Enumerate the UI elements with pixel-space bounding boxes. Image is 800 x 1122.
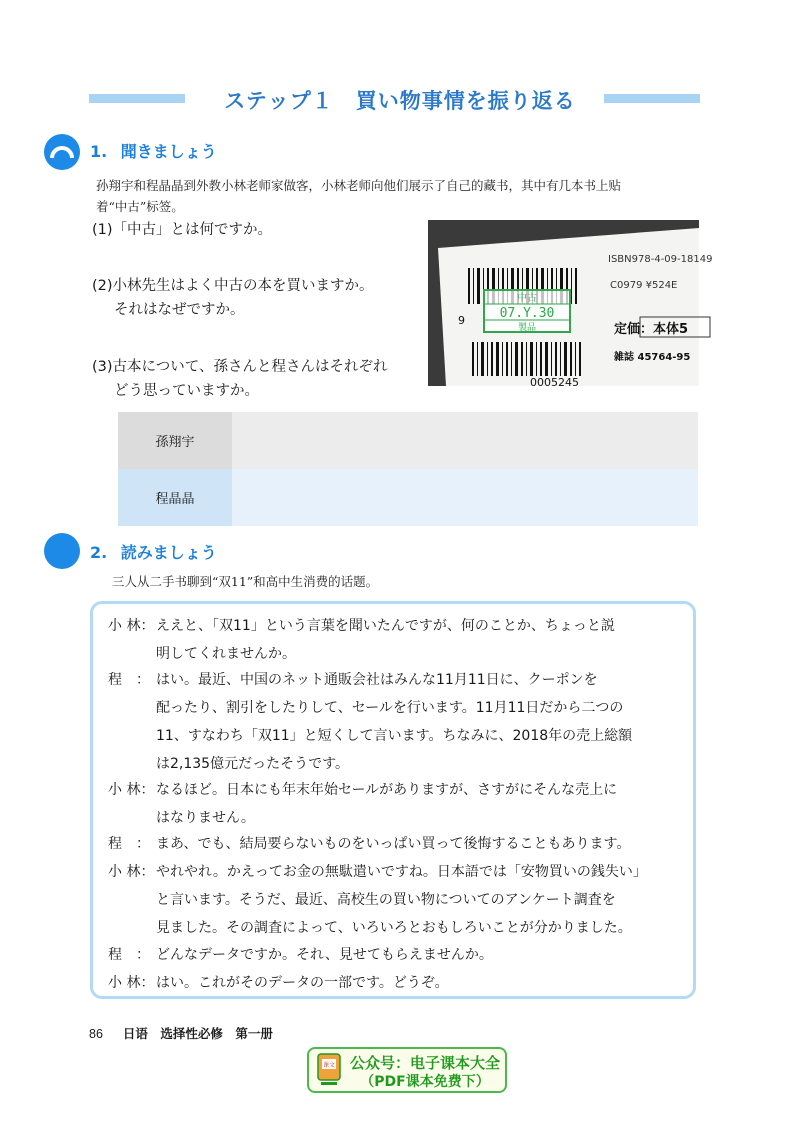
speaker-label: 程 ： (108, 672, 150, 688)
dialogue-line: 小 林： はい。これがそのデータの一部です。どうぞ。 (108, 969, 688, 997)
isbn-text: ISBN978-4-09-18149 (608, 254, 713, 265)
question-3: (3)古本について、孫さんと程さんはそれぞれ どう思っていますか。 (92, 359, 388, 399)
watermark-line2: （PDF课本免费下） (360, 1074, 490, 1090)
price-code-text: C0979 ¥524E (610, 280, 678, 291)
dialogue-line: 小 林： ええと、「双11」という言葉を聞いたんですが、何のことか、ちょっと説 明してくれませんか。 (108, 612, 688, 668)
stamp-top-text: 中古 (517, 293, 537, 304)
magazine-code-text: 雑誌 45764-95 (614, 352, 691, 363)
listen-icon (44, 134, 80, 170)
speaker-label: 小 林： (108, 975, 155, 991)
watermark-logo-text: 课文 (322, 1062, 336, 1069)
price-label-text: 定価：本体5 (614, 322, 689, 337)
speaker-label: 程 ： (108, 836, 150, 852)
table-row (118, 412, 698, 469)
question-2: (2)小林先生はよく中古の本を買いますか。 それはなぜですか。 (92, 278, 374, 318)
answer-cell-sun[interactable] (232, 412, 698, 469)
table-label-cheng: 程晶晶 (118, 469, 232, 526)
watermark-line1: 公众号：电子课本大全 (349, 1054, 500, 1072)
book-title: 日语 选择性必修 第一册 (122, 1026, 273, 1041)
section1-intro: 孙翔宇和程晶晶到外教小林老师家做客，小林老师向他们展示了自己的藏书，其中有几本书上贴 着“中古”标签。 (96, 178, 622, 214)
stamp-mid-text: 07.Y.30 (499, 306, 555, 321)
barcode-number-bottom: 0005245 (530, 376, 579, 389)
speaker-label: 小 林： (108, 782, 155, 798)
table-row (118, 469, 698, 526)
page-title: ステップ１ 買い物事情を振り返る (224, 89, 576, 113)
watermark-logo-icon (317, 1053, 341, 1087)
stamp-bottom-text: 製品 (517, 323, 537, 333)
dialogue-line: 小 林： やれやれ。かえってお金の無駄遣いですね。日本語では「安物買いの銭失い」 と言います。そうだ、最近、高校生の買い物についてのアンケート調査を 見ました。その調査によって、いろいろとおもしろいことが分かりました。 (108, 858, 688, 942)
table-label-sun: 孫翔宇 (118, 412, 232, 469)
question-1: (1)「中古」とは何ですか。 (92, 222, 273, 238)
dialogue-line: 程 ： どんなデータですか。それ、見せてもらえませんか。 (108, 941, 688, 969)
header-bar-right (604, 94, 700, 103)
section2-heading: 2. 読みましょう (90, 543, 217, 562)
book-barcode-photo (428, 220, 713, 389)
speaker-label: 程 ： (108, 947, 150, 963)
answer-table (118, 412, 698, 526)
dialogue-line: 程 ： まあ、でも、結局要らないものをいっぱい買って後悔することもあります。 (108, 830, 688, 858)
section1-heading: 1. 聞きましょう (90, 142, 217, 161)
answer-cell-cheng[interactable] (232, 469, 698, 526)
page-number: 86 (89, 1027, 103, 1041)
read-icon (44, 533, 80, 569)
speaker-label: 小 林： (108, 864, 155, 880)
speaker-label: 小 林： (108, 618, 155, 634)
dialogue-line: 程 ： はい。最近、中国のネット通販会社はみんな11月11日に、クーポンを 配ったり、割引をしたりして、セールを行います。11月11日だから二つの 11、すなわち「双11」と短くして言います。ちなみに、2018年の売上総額 は2,135億元だったそうです。 (108, 666, 688, 778)
header-bar-left (89, 94, 185, 103)
dialogue-line: 小 林： なるほど。日本にも年末年始セールがありますが、さすがにそんな売上に はなりません。 (108, 776, 688, 832)
watermark-badge (307, 1047, 507, 1093)
barcode-number-left: 9 (458, 314, 465, 327)
section2-intro: 三人从二手书聊到“双11”和高中生消费的话题。 (112, 574, 379, 589)
page-footer (89, 1024, 273, 1042)
